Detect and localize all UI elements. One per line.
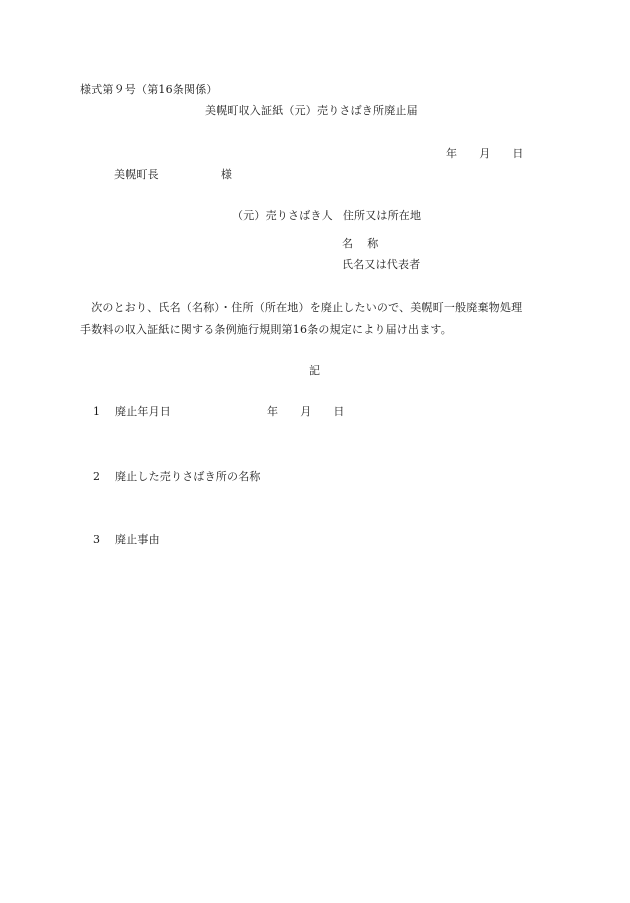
document-title: 美幌町収入証紙（元）売りさばき所廃止届 [205,104,418,117]
address-label: 住所又は所在地 [342,209,422,222]
name-label-char-2: 称 [367,237,379,250]
addressee-name: 美幌町長 [114,168,159,181]
day-label: 日 [512,147,524,160]
day-label: 日 [333,405,345,418]
year-label: 年 [446,147,458,160]
name-label-char-1: 名 [342,237,354,250]
body-text-line-2: 手数料の収入証紙に関する条例施行規則第16条の規定により届け出ます。 [80,323,452,336]
list-item [93,405,345,419]
form-number: 様式第９号（第16条関係） [80,83,218,96]
year-label: 年 [267,405,279,418]
list-item [93,533,160,547]
item-number: 2 [93,470,101,483]
item-number: 3 [93,533,101,546]
item-label: 廃止した売りさばき所の名称 [115,470,261,483]
addressee [114,168,232,182]
applicant-address-line [232,209,421,223]
ki-heading: 記 [309,364,321,377]
representative-label: 氏名又は代表者 [342,258,421,271]
item-number: 1 [93,405,101,418]
addressee-honorific: 様 [220,168,233,181]
item-label: 廃止事由 [115,533,160,546]
applicant-role: （元）売りさばき人 [232,209,333,222]
submission-date-line [446,147,524,161]
month-label: 月 [479,147,491,160]
month-label: 月 [300,405,312,418]
applicant-name-line [342,237,378,251]
item-label: 廃止年月日 [115,405,171,418]
body-text-line-1: 次のとおり、氏名（名称）・住所（所在地）を廃止したいので、美幌町一般廃棄物処理 [80,301,523,314]
list-item [93,470,261,484]
